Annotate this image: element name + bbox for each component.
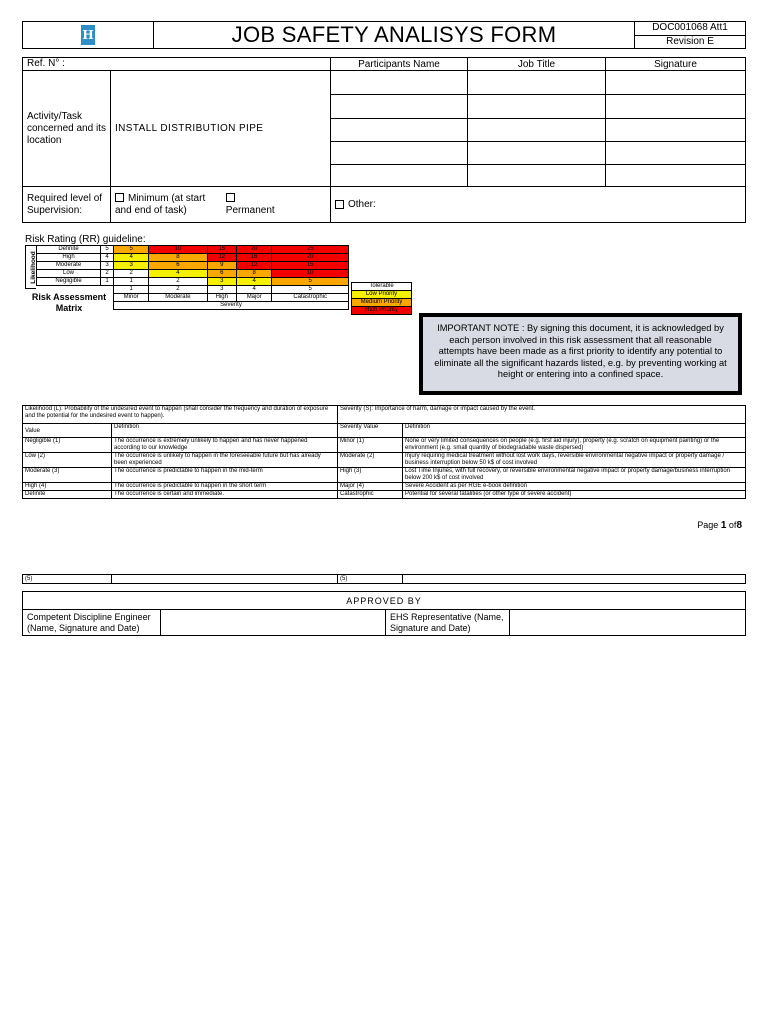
severity-definition-header: Severity (S): Importance of harm, damage or impact caused by the event.: [338, 406, 746, 424]
likelihood-definition: The occurrence is certain and immediate.: [112, 491, 338, 499]
risk-rating-cell: 8: [149, 254, 207, 262]
checkbox-icon[interactable]: [115, 193, 124, 202]
likelihood-definition-continued: [112, 575, 338, 584]
participant-name-field[interactable]: [331, 119, 468, 142]
activity-label: Activity/Task concerned and its location: [23, 71, 111, 187]
engineer-signature-field[interactable]: [161, 610, 386, 636]
participant-signature-field[interactable]: [606, 119, 746, 142]
severity-definition-continued: [403, 575, 746, 584]
legend-item: Tolerable: [352, 283, 412, 291]
severity-level-label: Minor: [114, 294, 149, 302]
likelihood-value: High (4): [23, 483, 112, 491]
document-code: DOC001068 Att1: [635, 22, 746, 36]
likelihood-value-continued: (5): [23, 575, 112, 584]
supervision-label: Required level of Supervision:: [23, 187, 111, 223]
risk-rating-cell: 15: [272, 262, 349, 270]
severity-definition: None or very limited consequences on people (e.g. first aid injury), property (e.g. scratch on equipment painting) or the environment (e.g. small quantity of biodegradable waste dispersed): [403, 438, 746, 453]
risk-rating-cell: 3: [207, 278, 236, 286]
likelihood-level-label: Negligible: [37, 278, 101, 286]
likelihood-level-label: Moderate: [37, 262, 101, 270]
activity-value: INSTALL DISTRIBUTION PIPE: [111, 71, 331, 187]
severity-level-label: High: [207, 294, 236, 302]
risk-rating-cell: 4: [114, 254, 149, 262]
risk-rating-cell: 12: [237, 262, 272, 270]
risk-rating-cell: 1: [114, 278, 149, 286]
likelihood-definition: The occurrence is unlikely to happen in the foreseeable future but has already been experienced: [112, 453, 338, 468]
severity-value: High (3): [338, 468, 403, 483]
risk-rating-cell: 4: [237, 278, 272, 286]
participant-signature-field[interactable]: [606, 165, 746, 187]
ehs-signature-field[interactable]: [510, 610, 746, 636]
severity-definition-column-header: Definition: [403, 424, 746, 438]
signature-header: Signature: [606, 58, 746, 71]
legend-item: Low Priority: [352, 291, 412, 299]
likelihood-level-number: 2: [101, 270, 114, 278]
risk-rating-cell: 20: [272, 254, 349, 262]
risk-rating-cell: 2: [114, 270, 149, 278]
severity-value: Moderate (2): [338, 453, 403, 468]
likelihood-level-number: 3: [101, 262, 114, 270]
likelihood-level-number: 5: [101, 246, 114, 254]
risk-rating-cell: 4: [149, 270, 207, 278]
risk-rating-cell: 6: [207, 270, 236, 278]
likelihood-value: Moderate (3): [23, 468, 112, 483]
document-revision: Revision E: [635, 35, 746, 49]
approved-by-title: APPROVED BY: [23, 592, 746, 610]
definitions-continuation: [22, 574, 746, 584]
risk-rating-cell: 6: [149, 262, 207, 270]
risk-rating-cell: 10: [272, 270, 349, 278]
severity-level-label: Catastrophic: [272, 294, 349, 302]
severity-value: Major (4): [338, 483, 403, 491]
participant-signature-field[interactable]: [606, 142, 746, 165]
logo-cell: [23, 22, 154, 49]
supervision-option-other[interactable]: Other:: [331, 187, 746, 223]
risk-rating-cell: 5: [272, 278, 349, 286]
severity-value-header: Severity Value: [338, 424, 403, 438]
checkbox-icon[interactable]: [335, 200, 344, 209]
participants-name-header: Participants Name: [331, 58, 468, 71]
risk-rating-cell: 16: [237, 254, 272, 262]
severity-definition: Lost Time Injuries, with full recovery, or reversible environmental negative impact or property damage/business interruption below 200 k$ of cost involved: [403, 468, 746, 483]
severity-level-label: Major: [237, 294, 272, 302]
risk-rating-cell: 5: [114, 246, 149, 254]
risk-rating-cell: 10: [149, 246, 207, 254]
severity-value-continued: (5): [338, 575, 403, 584]
risk-rating-cell: 20: [237, 246, 272, 254]
legend-item: Medium Priority: [352, 299, 412, 307]
likelihood-level-label: Definite: [37, 246, 101, 254]
participant-job-title-field[interactable]: [468, 71, 606, 95]
likelihood-definition: The occurrence is predictable to happen in the mid-term: [112, 468, 338, 483]
participant-signature-field[interactable]: [606, 71, 746, 95]
participant-job-title-field[interactable]: [468, 142, 606, 165]
checkbox-icon[interactable]: [226, 193, 235, 202]
definition-header: Definition: [112, 424, 338, 438]
severity-definition: Severe Accident as per RGE e-book definition: [403, 483, 746, 491]
likelihood-value: Definite: [23, 491, 112, 499]
likelihood-level-number: 4: [101, 254, 114, 262]
severity-value: Catastrophic: [338, 491, 403, 499]
severity-value: Minor (1): [338, 438, 403, 453]
supervision-option-permanent[interactable]: Permanent: [226, 193, 306, 217]
likelihood-definition-header: Likelihood (L): Probability of the undesired event to happen (shall consider the frequency and duration of exposure and the potential for the undesired event to happen).: [23, 406, 338, 424]
likelihood-definition: The occurrence is extremely unlikely to happen and has never happened according to our knowledge: [112, 438, 338, 453]
severity-level-number: 3: [207, 286, 236, 294]
form-title: JOB SAFETY ANALISYS FORM: [154, 22, 635, 49]
likelihood-level-label: Low: [37, 270, 101, 278]
participant-signature-field[interactable]: [606, 95, 746, 119]
risk-rating-cell: 9: [207, 262, 236, 270]
likelihood-value: Negligible (1): [23, 438, 112, 453]
page-number: Page 1 of8: [697, 520, 742, 531]
approval-table: [22, 591, 746, 636]
participant-name-field[interactable]: [331, 71, 468, 95]
engineer-label: Competent Discipline Engineer (Name, Signature and Date): [23, 610, 161, 636]
participant-name-field[interactable]: [331, 95, 468, 119]
ehs-representative-label: EHS Representative (Name, Signature and Date): [386, 610, 510, 636]
severity-level-number: 1: [114, 286, 149, 294]
risk-assessment-matrix-label: Risk Assessment Matrix: [31, 292, 107, 313]
value-header: Value: [23, 424, 112, 438]
legend-item: High Priority: [352, 307, 412, 315]
important-note: IMPORTANT NOTE : By signing this document, it is acknowledged by each person involved in this risk assessment that all reasonable attempts have been made as a first priority to identify any potential to eliminate all the significant hazards listed, e.g. by preventing working at height or entering into a confined space.: [419, 313, 742, 395]
participant-name-field[interactable]: [331, 142, 468, 165]
likelihood-level-number: 1: [101, 278, 114, 286]
participant-job-title-field[interactable]: [468, 165, 606, 187]
severity-definition: Injury requiring medical treatment without lost work days, reversible environmental negative impact or property damage / business interruption below 50 k$ of cost involved: [403, 453, 746, 468]
risk-rating-cell: 25: [272, 246, 349, 254]
risk-rating-title: Risk Rating (RR) guideline:: [25, 234, 146, 245]
risk-legend: [351, 282, 412, 315]
severity-level-number: 4: [237, 286, 272, 294]
severity-level-number: 2: [149, 286, 207, 294]
participant-name-field[interactable]: [331, 165, 468, 187]
severity-level-label: Moderate: [149, 294, 207, 302]
likelihood-level-label: High: [37, 254, 101, 262]
severity-axis-label: Severity: [114, 302, 349, 310]
job-title-header: Job Title: [468, 58, 606, 71]
likelihood-definition: The occurrence is predictable to happen in the short term: [112, 483, 338, 491]
likelihood-axis-label: Likelihood: [25, 245, 36, 289]
participant-job-title-field[interactable]: [468, 95, 606, 119]
risk-rating-cell: 15: [207, 246, 236, 254]
severity-definition: Potential for several fatalities (or other type of severe accident): [403, 491, 746, 499]
risk-rating-cell: 12: [207, 254, 236, 262]
participant-job-title-field[interactable]: [468, 119, 606, 142]
likelihood-value: Low (2): [23, 453, 112, 468]
definitions-table: [22, 405, 746, 499]
form-header: [22, 21, 746, 49]
severity-level-number: 5: [272, 286, 349, 294]
risk-rating-cell: 8: [237, 270, 272, 278]
ref-number-label: Ref. N° :: [23, 58, 331, 71]
activity-info-table: [22, 57, 746, 223]
supervision-option-minimum[interactable]: Minimum (at start and end of task) Permanent: [111, 187, 331, 223]
risk-rating-cell: 2: [149, 278, 207, 286]
company-logo: H: [81, 25, 95, 45]
risk-rating-cell: 3: [114, 262, 149, 270]
